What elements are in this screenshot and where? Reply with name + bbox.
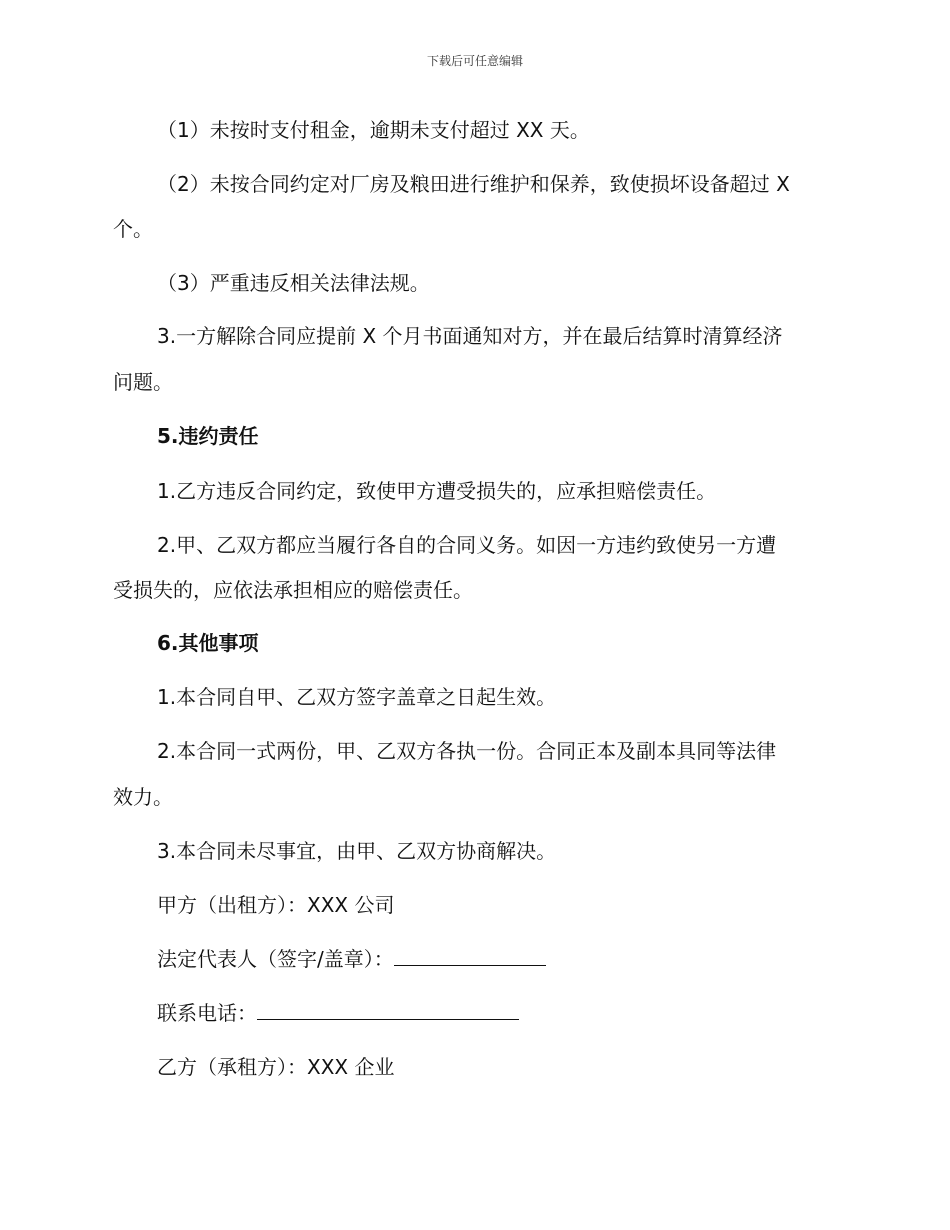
legal-rep-label: 法定代表人（签字/盖章）：: [157, 947, 394, 971]
clause-point-3-line2: 问题。: [113, 370, 173, 394]
section-6-point-2-line2: 效力。: [113, 785, 173, 809]
party-b-label: 乙方（承租方）：: [157, 1055, 307, 1079]
clause-item-2-line2: 个。: [113, 217, 153, 241]
section-6-point-2-line1: 2.本合同一式两份，甲、乙双方各执一份。合同正本及副本具同等法律: [157, 739, 777, 763]
party-a-line: [157, 895, 882, 915]
party-b-value: XXX 企业: [307, 1055, 395, 1079]
section-5-point-2-line2: 受损失的，应依法承担相应的赔偿责任。: [113, 578, 473, 602]
legal-rep-line: [157, 949, 882, 969]
section-6-title: 6.其他事项: [157, 631, 259, 655]
clause-item-1: （1）未按时支付租金，逾期未支付超过 XX 天。: [157, 118, 590, 142]
section-5-point-2-line1: 2.甲、乙双方都应当履行各自的合同义务。如因一方违约致使另一方遭: [157, 533, 777, 557]
party-b-line: [157, 1057, 882, 1077]
section-5-point-1: 1.乙方违反合同约定，致使甲方遭受损失的，应承担赔偿责任。: [157, 479, 717, 503]
party-a-label: 甲方（出租方）：: [157, 893, 307, 917]
legal-rep-signature-line: [394, 949, 546, 966]
section-6-point-3: 3.本合同未尽事宜，由甲、乙双方协商解决。: [157, 839, 557, 863]
clause-item-2-line1: （2）未按合同约定对厂房及粮田进行维护和保养，致使损坏设备超过 X: [157, 172, 790, 196]
phone-blank-line: [257, 1003, 519, 1020]
section-5-title: 5.违约责任: [157, 424, 259, 448]
phone-label: 联系电话：: [157, 1001, 257, 1025]
clause-point-3-line1: 3.一方解除合同应提前 X 个月书面通知对方，并在最后结算时清算经济: [157, 324, 783, 348]
party-a-value: XXX 公司: [307, 893, 395, 917]
section-6-point-1: 1.本合同自甲、乙双方签字盖章之日起生效。: [157, 685, 557, 709]
clause-item-3: （3）严重违反相关法律法规。: [157, 271, 430, 295]
page-header: 下载后可任意编辑: [426, 54, 523, 68]
phone-line: [157, 1003, 882, 1023]
